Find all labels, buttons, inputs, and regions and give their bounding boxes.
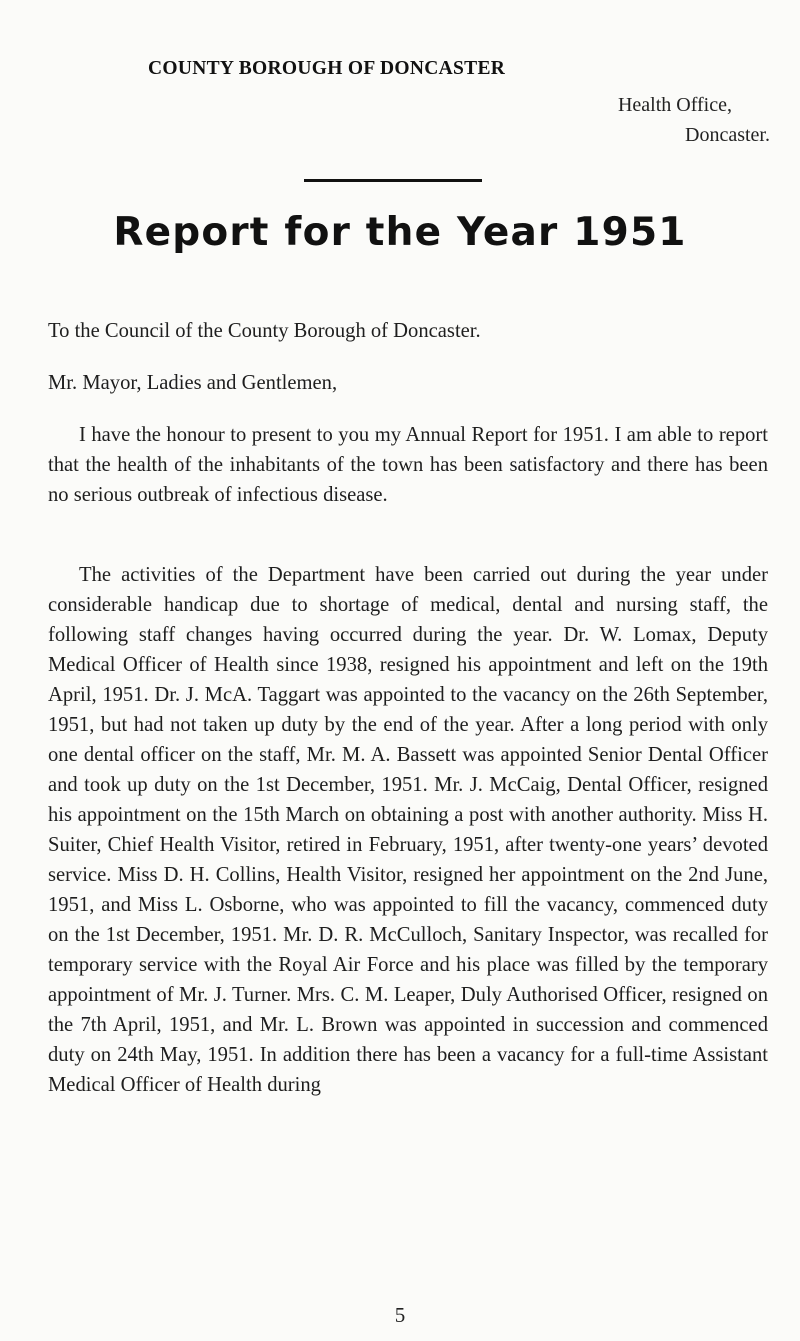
address-line-town: Doncaster.	[685, 124, 770, 146]
address-block	[618, 90, 770, 150]
greeting-line: Mr. Mayor, Ladies and Gentlemen,	[48, 372, 338, 394]
divider-rule	[304, 179, 482, 182]
paragraph-staff-changes: The activities of the Department have been carried out during the year under considerable handicap due to shortage of medical, dental and nursing staff, the following staff changes having occurred during the year. Dr. W. Lomax, Deputy Medical Officer of Health since 1938, resigned his appointment and left on the 19th April, 1951. Dr. J. McA. Taggart was appointed to the vacancy on the 26th September, 1951, but had not taken up duty by the end of the year. After a long period with only one dental officer on the staff, Mr. M. A. Bassett was appointed Senior Dental Officer and took up duty on the 1st December, 1951. Mr. J. McCaig, Dental Officer, resigned his appointment on the 15th March on obtaining a post with another authority. Miss H. Suiter, Chief Health Visitor, retired in February, 1951, after twenty-one years’ devoted service. Miss D. H. Collins, Health Visitor, resigned her appointment on the 2nd June, 1951, and Miss L. Osborne, who was appointed to fill the vacancy, commenced duty on the 1st December, 1951. Mr. D. R. McCulloch, Sanitary Inspector, was recalled for temporary service with the Royal Air Force and his place was filled by the temporary appointment of Mr. J. Turner. Mrs. C. M. Leaper, Duly Authorised Officer, resigned on the 7th April, 1951, and Mr. L. Brown was appointed in succession and commenced duty on 24th May, 1951. In addition there has been a vacancy for a full-time Assistant Medical Officer of Health during	[48, 564, 768, 1096]
report-title: Report for the Year 1951	[113, 210, 687, 255]
authority-heading: COUNTY BOROUGH OF DONCASTER	[148, 58, 506, 79]
page-number: 5	[394, 1303, 406, 1327]
paragraph-intro: I have the honour to present to you my Annual Report for 1951. I am able to report that the health of the inhabitants of the town has been satisfactory and there has been no serious outbreak of infectious disease.	[48, 424, 768, 506]
address-line-office: Health Office,	[617, 94, 732, 116]
addressee-line: To the Council of the County Borough of Doncaster.	[48, 320, 481, 342]
